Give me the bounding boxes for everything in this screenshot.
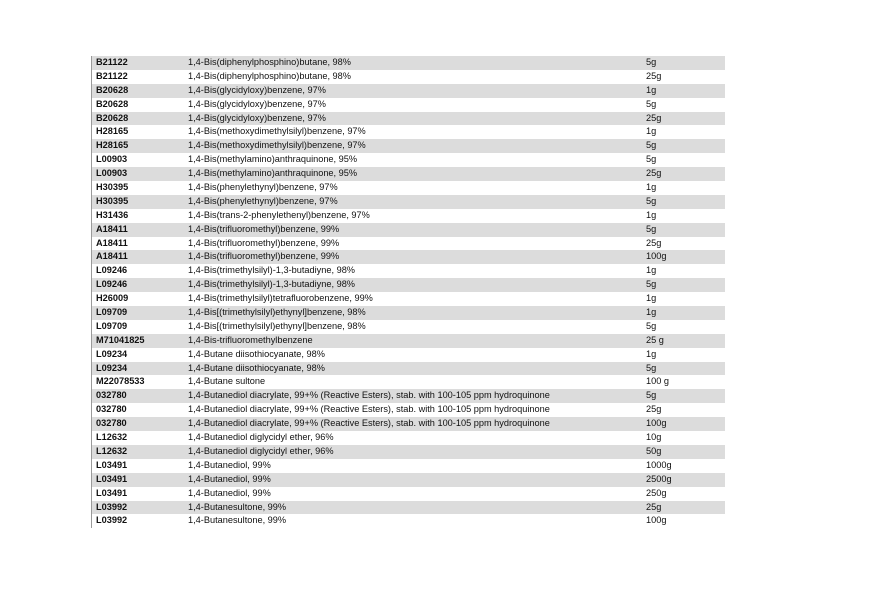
pack-size-cell: 5g [646, 98, 657, 109]
catalog-code-cell: B20628 [96, 98, 129, 109]
pack-size-cell: 5g [646, 362, 657, 373]
product-name-cell: 1,4-Butane diisothiocyanate, 98% [188, 362, 325, 373]
product-name-cell: 1,4-Butanediol diglycidyl ether, 96% [188, 445, 334, 456]
pack-size-cell: 1g [646, 84, 657, 95]
product-name-cell: 1,4-Bis(methoxydimethylsilyl)benzene, 97% [188, 126, 366, 137]
pack-size-cell: 5g [646, 140, 657, 151]
pack-size-cell: 1g [646, 348, 657, 359]
pack-size-cell: 25g [646, 501, 662, 512]
pack-size-cell: 1g [646, 307, 657, 318]
catalog-code-cell: M22078533 [96, 376, 145, 387]
table-row [92, 320, 725, 334]
product-name-cell: 1,4-Bis(phenylethynyl)benzene, 97% [188, 182, 338, 193]
pack-size-cell: 10g [646, 432, 662, 443]
product-name-cell: 1,4-Bis[(trimethylsilyl)ethynyl]benzene, 98% [188, 320, 366, 331]
product-name-cell: 1,4-Butanesultone, 99% [188, 501, 287, 512]
pack-size-cell: 100g [646, 418, 667, 429]
table-row [92, 278, 725, 292]
pack-size-cell: 5g [646, 223, 657, 234]
table-row [92, 292, 725, 306]
catalog-code-cell: L03491 [96, 487, 128, 498]
table-row [92, 153, 725, 167]
pack-size-cell: 5g [646, 195, 657, 206]
catalog-code-cell: L09246 [96, 279, 128, 290]
pack-size-cell: 100g [646, 515, 667, 526]
table-row [92, 181, 725, 195]
product-table [91, 56, 725, 528]
table-row [92, 487, 725, 501]
pack-size-cell: 25g [646, 70, 662, 81]
catalog-code-cell: L00903 [96, 168, 128, 179]
product-name-cell: 1,4-Butanediol diacrylate, 99+% (Reactive Esters), stab. with 100-105 ppm hydroquinone [188, 390, 550, 401]
table-row [92, 209, 725, 223]
product-name-cell: 1,4-Butanediol diacrylate, 99+% (Reactive Esters), stab. with 100-105 ppm hydroquinone [188, 404, 550, 415]
catalog-code-cell: L09234 [96, 348, 128, 359]
product-name-cell: 1,4-Bis(glycidyloxy)benzene, 97% [188, 112, 326, 123]
product-name-cell: 1,4-Bis(methylamino)anthraquinone, 95% [188, 154, 358, 165]
table-row [92, 70, 725, 84]
table-row [92, 501, 725, 515]
pack-size-cell: 1g [646, 293, 657, 304]
table-row [92, 264, 725, 278]
pack-size-cell: 25g [646, 237, 662, 248]
pack-size-cell: 5g [646, 320, 657, 331]
catalog-code-cell: B21122 [96, 70, 128, 81]
product-name-cell: 1,4-Bis(glycidyloxy)benzene, 97% [188, 84, 326, 95]
pack-size-cell: 25g [646, 404, 662, 415]
catalog-code-cell: H26009 [96, 293, 129, 304]
pack-size-cell: 50g [646, 445, 662, 456]
catalog-code-cell: 032780 [96, 418, 127, 429]
table-row [92, 237, 725, 251]
catalog-code-cell: L03992 [96, 515, 128, 526]
table-row [92, 223, 725, 237]
table-row [92, 431, 725, 445]
pack-size-cell: 1000g [646, 459, 672, 470]
product-name-cell: 1,4-Butanediol diglycidyl ether, 96% [188, 432, 334, 443]
table-row [92, 514, 725, 528]
table-row [92, 56, 725, 70]
product-name-cell: 1,4-Bis-trifluoromethylbenzene [188, 334, 313, 345]
pack-size-cell: 2500g [646, 473, 672, 484]
catalog-code-cell: A18411 [96, 237, 128, 248]
product-name-cell: 1,4-Butanediol, 99% [188, 473, 271, 484]
product-name-cell: 1,4-Butanediol diacrylate, 99+% (Reactive Esters), stab. with 100-105 ppm hydroquinone [188, 418, 550, 429]
product-name-cell: 1,4-Bis[(trimethylsilyl)ethynyl]benzene, 98% [188, 307, 366, 318]
catalog-code-cell: H30395 [96, 182, 129, 193]
catalog-code-cell: L03491 [96, 459, 128, 470]
pack-size-cell: 5g [646, 57, 657, 67]
table-row [92, 195, 725, 209]
table-row [92, 334, 725, 348]
product-name-cell: 1,4-Bis(glycidyloxy)benzene, 97% [188, 98, 326, 109]
pack-size-cell: 5g [646, 279, 657, 290]
product-name-cell: 1,4-Butanediol, 99% [188, 459, 271, 470]
catalog-code-cell: B20628 [96, 84, 129, 95]
product-name-cell: 1,4-Bis(methoxydimethylsilyl)benzene, 97% [188, 140, 366, 151]
catalog-code-cell: L09709 [96, 307, 128, 318]
catalog-code-cell: 032780 [96, 390, 127, 401]
catalog-code-cell: L12632 [96, 432, 128, 443]
catalog-code-cell: B21122 [96, 57, 128, 67]
table-row [92, 417, 725, 431]
product-name-cell: 1,4-Butanediol, 99% [188, 487, 271, 498]
pack-size-cell: 1g [646, 265, 657, 276]
catalog-code-cell: L09709 [96, 320, 128, 331]
pack-size-cell: 25g [646, 112, 662, 123]
pack-size-cell: 1g [646, 126, 657, 137]
catalog-code-cell: L09246 [96, 265, 128, 276]
table-row [92, 84, 725, 98]
catalog-code-cell: A18411 [96, 251, 128, 262]
catalog-code-cell: L09234 [96, 362, 128, 373]
catalog-code-cell: H28165 [96, 140, 129, 151]
pack-size-cell: 1g [646, 209, 657, 220]
product-name-cell: 1,4-Bis(trimethylsilyl)-1,3-butadiyne, 98% [188, 279, 355, 290]
table-row [92, 459, 725, 473]
table-row [92, 306, 725, 320]
product-name-cell: 1,4-Bis(diphenylphosphino)butane, 98% [188, 57, 351, 67]
product-name-cell: 1,4-Butane sultone [188, 376, 266, 387]
pack-size-cell: 250g [646, 487, 667, 498]
table-row [92, 445, 725, 459]
table-row [92, 362, 725, 376]
table-row [92, 250, 725, 264]
catalog-code-cell: A18411 [96, 223, 128, 234]
product-name-cell: 1,4-Bis(trifluoromethyl)benzene, 99% [188, 251, 340, 262]
product-name-cell: 1,4-Bis(trifluoromethyl)benzene, 99% [188, 237, 340, 248]
pack-size-cell: 5g [646, 154, 657, 165]
pack-size-cell: 1g [646, 182, 657, 193]
table-row [92, 473, 725, 487]
pack-size-cell: 5g [646, 390, 657, 401]
catalog-code-cell: H31436 [96, 209, 129, 220]
table-row [92, 125, 725, 139]
product-name-cell: 1,4-Bis(trimethylsilyl)-1,3-butadiyne, 98% [188, 265, 355, 276]
product-name-cell: 1,4-Bis(methylamino)anthraquinone, 95% [188, 168, 358, 179]
product-name-cell: 1,4-Bis(trans-2-phenylethenyl)benzene, 97% [188, 209, 370, 220]
product-name-cell: 1,4-Bis(phenylethynyl)benzene, 97% [188, 195, 338, 206]
catalog-code-cell: L03491 [96, 473, 128, 484]
pack-size-cell: 25g [646, 168, 662, 179]
catalog-code-cell: M71041825 [96, 334, 145, 345]
product-name-cell: 1,4-Bis(trifluoromethyl)benzene, 99% [188, 223, 340, 234]
pack-size-cell: 100g [646, 251, 667, 262]
product-name-cell: 1,4-Butane diisothiocyanate, 98% [188, 348, 325, 359]
catalog-code-cell: L12632 [96, 445, 128, 456]
catalog-code-cell: 032780 [96, 404, 127, 415]
catalog-code-cell: H30395 [96, 195, 129, 206]
catalog-code-cell: L00903 [96, 154, 128, 165]
table-row [92, 98, 725, 112]
table-row [92, 389, 725, 403]
table-row [92, 112, 725, 126]
catalog-code-cell: B20628 [96, 112, 129, 123]
table-row [92, 403, 725, 417]
product-name-cell: 1,4-Bis(trimethylsilyl)tetrafluorobenzene, 99% [188, 293, 373, 304]
table-row [92, 375, 725, 389]
catalog-code-cell: H28165 [96, 126, 129, 137]
catalog-code-cell: L03992 [96, 501, 128, 512]
table-row [92, 348, 725, 362]
product-name-cell: 1,4-Bis(diphenylphosphino)butane, 98% [188, 70, 351, 81]
table-row [92, 139, 725, 153]
product-name-cell: 1,4-Butanesultone, 99% [188, 515, 287, 526]
pack-size-cell: 100 g [646, 376, 669, 387]
table-row [92, 167, 725, 181]
pack-size-cell: 25 g [646, 334, 664, 345]
